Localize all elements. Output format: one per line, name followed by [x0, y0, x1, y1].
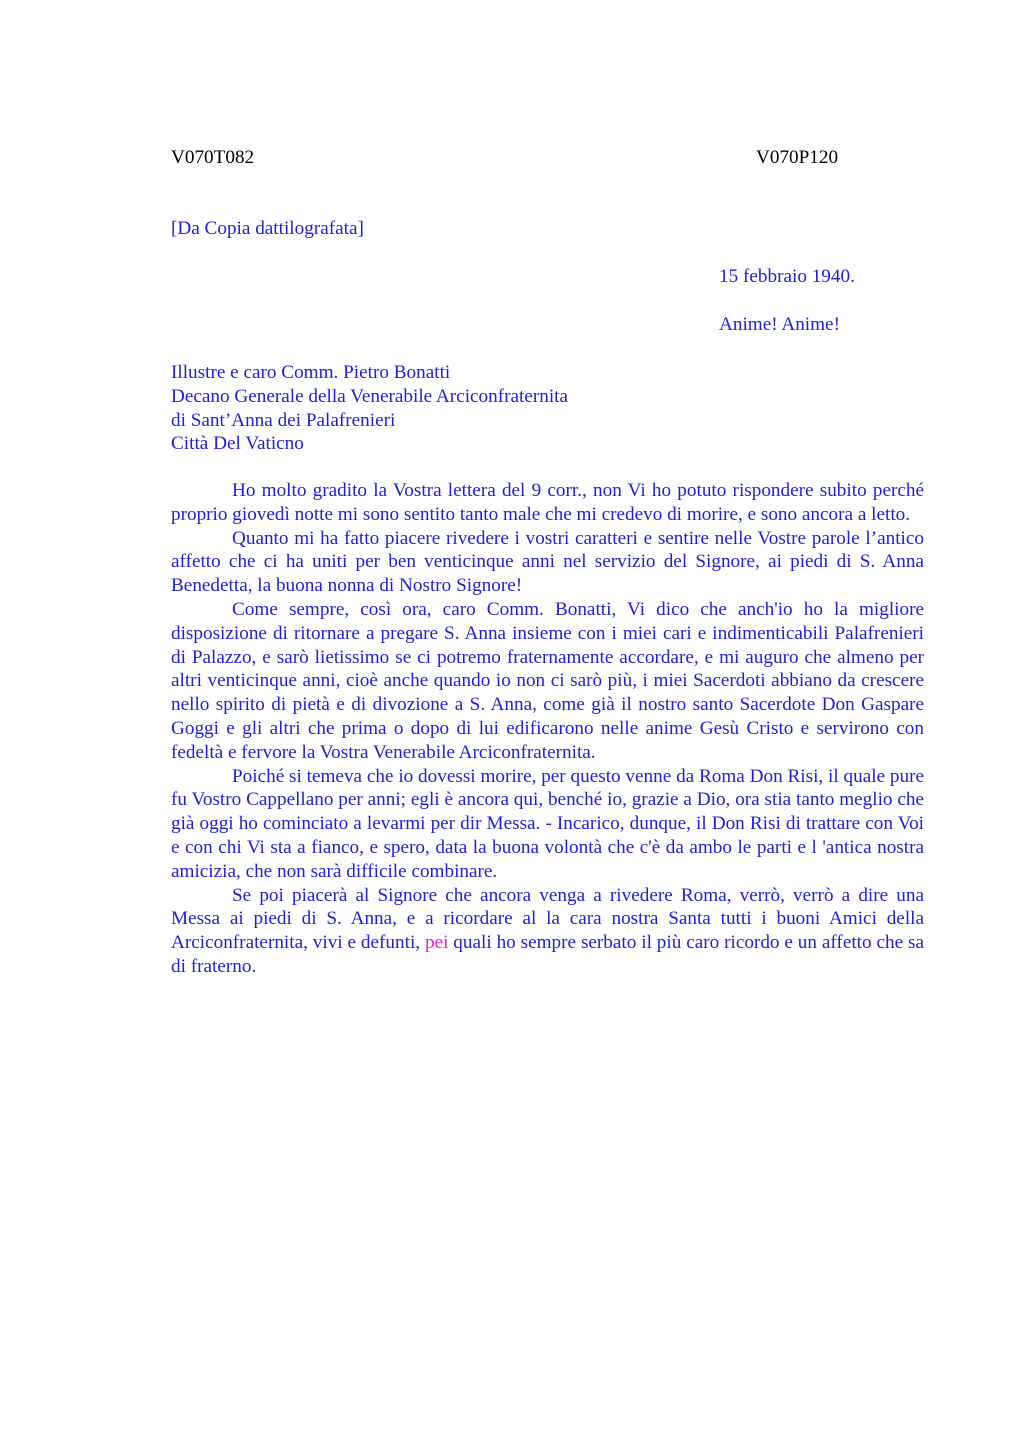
source-note: [Da Copia dattilografata] — [171, 218, 364, 239]
paragraph-text: quali ho sempre serbato il più caro ricordo e un affetto che sa di fraterno. — [171, 932, 924, 977]
letter-motto: Anime! Anime! — [719, 314, 840, 335]
paragraph-text: Se poi piacerà al Signore che ancora venga a rivedere Roma, verrò, verrò a dire una Messa ai piedi di S. Anna, e a ricordare al la cara nostra Santa tutti i buoni Amici della Arciconfraternita, vivi e defunti, — [171, 884, 924, 954]
document-code-right: V070P120 — [756, 147, 839, 168]
highlighted-word: pei — [424, 932, 449, 954]
address-line: di Sant’Anna dei Palafrenieri — [171, 409, 396, 431]
recipient-address — [171, 361, 568, 456]
address-line: Decano Generale della Venerabile Arciconfraternita — [171, 385, 569, 407]
letter-body — [171, 479, 924, 979]
body-paragraph: Poiché si temeva che io dovessi morire, per questo venne da Roma Don Risi, il quale pure fu Vostro Cappellano per anni; egli è ancora qui, benché io, grazie a Dio, ora stia tanto meglio che già oggi ho cominciato a levarmi per dir Messa. - Incarico, dunque, il Don Risi di trattare con Voi e con chi Vi sta a fianco, e spero, data la buona volontà che c'è da ambo le parti e l 'antica nostra amicizia, che non sarà difficile combinare. — [171, 765, 924, 882]
address-line: Illustre e caro Comm. Pietro Bonatti — [171, 362, 451, 383]
body-paragraph: Quanto mi ha fatto piacere rivedere i vostri caratteri e sentire nelle Vostre parole l’antico affetto che ci ha uniti per ben venticinque anni nel servizio del Signore, ai piedi di S. Anna Benedetta, la buona nonna di Nostro Signore! — [171, 527, 924, 597]
body-paragraph: Ho molto gradito la Vostra lettera del 9 corr., non Vi ho potuto rispondere subito perché proprio giovedì notte mi sono sentito tanto male che mi credevo di morire, e sono ancora a letto. — [171, 480, 924, 525]
body-paragraph: Come sempre, così ora, caro Comm. Bonatti, Vi dico che anch'io ho la migliore disposizione di ritornare a pregare S. Anna insieme con i miei cari e indimenticabili Palafrenieri di Palazzo, e sarò lietissimo se ci potremo fraternamente accordare, e mi auguro che almeno per altri venticinque anni, cioè anche quando io non ci sarò più, i miei Sacerdoti abbiano da crescere nello spirito di pietà e di divozione a S. Anna, come già il nostro santo Sacerdote Don Gaspare Goggi e gli altri che prima o dopo di lui edificarono nelle anime Gesù Cristo e servirono con fedeltà e fervore la Vostra Venerabile Arciconfraternita. — [171, 598, 924, 763]
letter-date: 15 febbraio 1940. — [719, 266, 855, 287]
document-code-left: V070T082 — [171, 147, 255, 168]
body-paragraph-final — [171, 884, 924, 979]
address-line: Città Del Vaticno — [171, 433, 304, 455]
